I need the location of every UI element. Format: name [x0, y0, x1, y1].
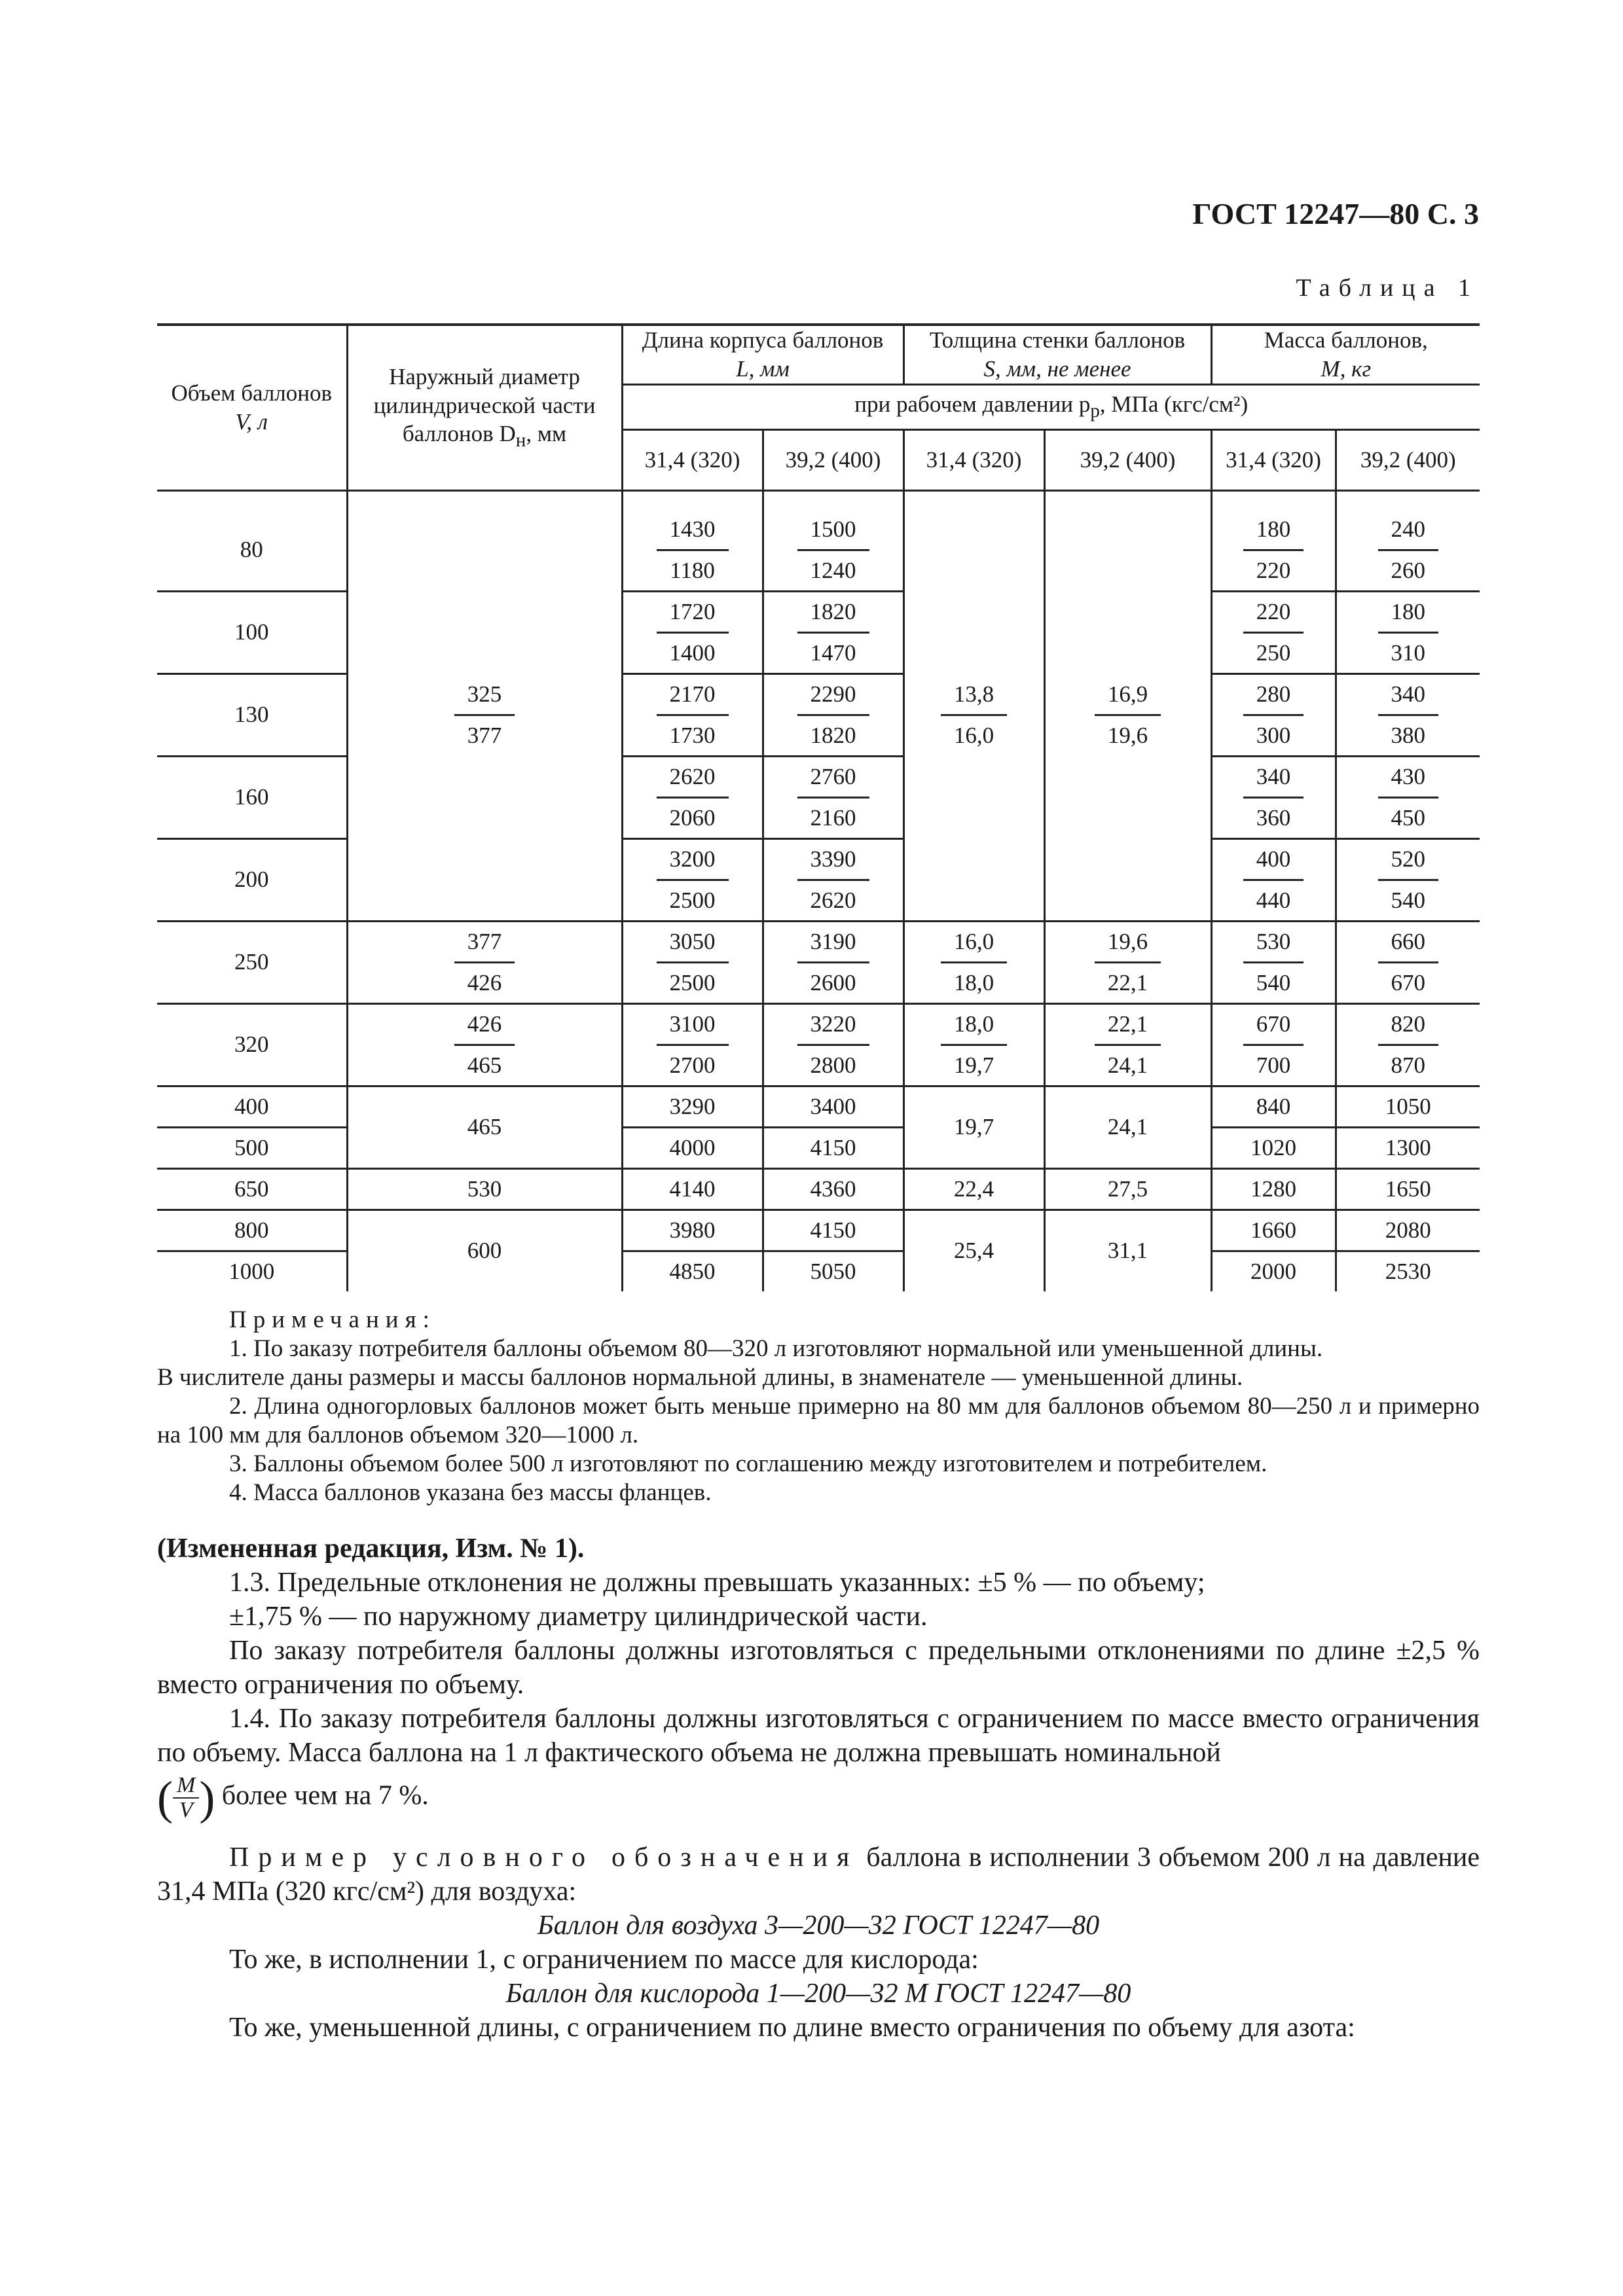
mass-cell: 2080	[1336, 1210, 1480, 1251]
thickness-cell: 24,1	[1044, 1086, 1211, 1168]
pressure-col-2: 39,2 (400)	[763, 429, 903, 490]
length-cell: $\frac{1820}{1470}$	[763, 591, 903, 673]
example-1: Баллон для воздуха 3—200—32 ГОСТ 12247—80	[537, 1910, 1100, 1941]
notes-title: Примечания:	[229, 1306, 436, 1333]
length-cell: $\frac{3390}{2620}$	[763, 838, 903, 921]
volume-cell: 800	[157, 1210, 347, 1251]
length-cell: 3980	[622, 1210, 763, 1251]
col-mass-header: Масса баллонов, M, кг	[1211, 325, 1480, 384]
table-row	[157, 1086, 1480, 1127]
length-cell: $\frac{3100}{2700}$	[622, 1003, 763, 1086]
mass-cell: 840	[1211, 1086, 1336, 1127]
length-cell: $\frac{2170}{1730}$	[622, 673, 763, 756]
length-cell: 4140	[622, 1168, 763, 1210]
mass-cell: $\frac{400}{440}$	[1211, 838, 1336, 921]
table-caption: Таблица 1	[1296, 274, 1479, 302]
para-1-3a: 1.3. Предельные отклонения не должны превышать указанных: ±5 % — по объему;	[229, 1568, 1205, 1598]
example-intro: Пример условного обозначения баллона в исполнении 3 объемом 200 л на давление 31,4 МПа (320 кгс/см²) для воздуха:	[157, 1842, 1480, 1907]
mass-cell: 1020	[1211, 1127, 1336, 1168]
pressure-col-3: 31,4 (320)	[903, 429, 1044, 490]
col-volume-header: Объем баллонов V, л	[157, 325, 347, 490]
note-2: 2. Длина одногорловых баллонов может быть меньше примерно на 80 мм для баллонов объемом 80—250 л и примерно на 100 мм для баллонов объемом 320—1000 л.	[157, 1393, 1480, 1448]
diameter-cell: $\frac{426}{465}$	[347, 1003, 622, 1086]
same-2: То же, уменьшенной длины, с ограничением по длине вместо ограничения по объему для азота:	[229, 2013, 1355, 2043]
thickness-cell: $\frac{16,0}{18,0}$	[903, 921, 1044, 1003]
mass-cell: $\frac{220}{250}$	[1211, 591, 1336, 673]
length-cell: $\frac{1720}{1400}$	[622, 591, 763, 673]
mass-cell: $\frac{180}{220}$	[1211, 510, 1336, 592]
pressure-header: при рабочем давлении $p_р$, МПа (кгс/см²)	[622, 384, 1480, 429]
diameter-cell: $\frac{325}{377}$	[347, 510, 622, 922]
length-cell: $\frac{2290}{1820}$	[763, 673, 903, 756]
length-cell: 3290	[622, 1086, 763, 1127]
table-row	[157, 921, 1480, 1003]
diameter-cell: 530	[347, 1168, 622, 1210]
length-cell: 3400	[763, 1086, 903, 1127]
table-row	[157, 1210, 1480, 1251]
mass-cell: $\frac{530}{540}$	[1211, 921, 1336, 1003]
para-1-3c: По заказу потребителя баллоны должны изготовляться с предельными отклонениями по длине ±2,5 % вместо ограничения по объему.	[157, 1636, 1480, 1700]
table-row	[157, 1003, 1480, 1086]
length-cell: 5050	[763, 1251, 903, 1291]
mass-cell: $\frac{430}{450}$	[1336, 756, 1480, 838]
thickness-cell: $\frac{13,8}{16,0}$	[903, 510, 1044, 922]
mass-cell: $\frac{520}{540}$	[1336, 838, 1480, 921]
thickness-cell: $\frac{22,1}{24,1}$	[1044, 1003, 1211, 1086]
diameter-cell: 600	[347, 1210, 622, 1291]
length-cell: 4850	[622, 1251, 763, 1291]
length-cell: 4000	[622, 1127, 763, 1168]
volume-cell: 250	[157, 921, 347, 1003]
volume-cell: 80	[157, 510, 347, 592]
col-thickness-header: Толщина стенки баллонов S, мм, не менее	[903, 325, 1211, 384]
length-cell: $\frac{3050}{2500}$	[622, 921, 763, 1003]
example-2: Баллон для кислорода 1—200—32 М ГОСТ 12247—80	[505, 1979, 1131, 2009]
length-cell: 4360	[763, 1168, 903, 1210]
thickness-cell: 27,5	[1044, 1168, 1211, 1210]
volume-cell: 320	[157, 1003, 347, 1086]
mass-cell: $\frac{670}{700}$	[1211, 1003, 1336, 1086]
volume-cell: 500	[157, 1127, 347, 1168]
body-text	[157, 1532, 1480, 2045]
mass-cell: $\frac{180}{310}$	[1336, 591, 1480, 673]
length-cell: 4150	[763, 1127, 903, 1168]
page-header: ГОСТ 12247—80 С. 3	[1192, 197, 1479, 230]
length-cell: $\frac{1430}{1180}$	[622, 510, 763, 592]
mass-cell: 1300	[1336, 1127, 1480, 1168]
diameter-cell: 465	[347, 1086, 622, 1168]
pressure-col-1: 31,4 (320)	[622, 429, 763, 490]
mass-cell: $\frac{660}{670}$	[1336, 921, 1480, 1003]
thickness-cell: $\frac{18,0}{19,7}$	[903, 1003, 1044, 1086]
mass-cell: 1660	[1211, 1210, 1336, 1251]
thickness-cell: 25,4	[903, 1210, 1044, 1291]
pressure-col-5: 31,4 (320)	[1211, 429, 1336, 490]
mass-cell: 1650	[1336, 1168, 1480, 1210]
mass-cell: $\frac{820}{870}$	[1336, 1003, 1480, 1086]
volume-cell: 200	[157, 838, 347, 921]
col-diameter-header: Наружный диаметр цилиндрической части баллонов $D_н$, мм	[347, 325, 622, 490]
table-notes	[157, 1306, 1480, 1507]
note-4: 4. Масса баллонов указана без массы фланцев.	[229, 1479, 712, 1506]
volume-cell: 1000	[157, 1251, 347, 1291]
length-cell: $\frac{3220}{2800}$	[763, 1003, 903, 1086]
thickness-cell: $\frac{19,6}{22,1}$	[1044, 921, 1211, 1003]
thickness-cell: 19,7	[903, 1086, 1044, 1168]
table-row	[157, 1168, 1480, 1210]
para-1-4: 1.4. По заказу потребителя баллоны должны изготовляться с ограничением по массе вместо ограничения по объему. Масса баллона на 1 л фактического объема не должна превышать номинальной	[157, 1704, 1480, 1768]
diameter-cell: $\frac{377}{426}$	[347, 921, 622, 1003]
length-cell: $\frac{3200}{2500}$	[622, 838, 763, 921]
same-1: То же, в исполнении 1, с ограничением по массе для кислорода:	[229, 1945, 979, 1975]
mass-cell: 2000	[1211, 1251, 1336, 1291]
mass-cell: $\frac{240}{260}$	[1336, 510, 1480, 592]
cylinder-table	[157, 323, 1480, 1291]
mass-cell: 1050	[1336, 1086, 1480, 1127]
volume-cell: 400	[157, 1086, 347, 1127]
length-cell: $\frac{1500}{1240}$	[763, 510, 903, 592]
note-1a: 1. По заказу потребителя баллоны объемом 80—320 л изготовляют нормальной или уменьшенной длины.	[229, 1335, 1323, 1362]
mass-cell: $\frac{280}{300}$	[1211, 673, 1336, 756]
volume-cell: 650	[157, 1168, 347, 1210]
thickness-cell: $\frac{16,9}{19,6}$	[1044, 510, 1211, 922]
mass-cell: $\frac{340}{380}$	[1336, 673, 1480, 756]
para-1-3b: ±1,75 % — по наружному диаметру цилиндрической части.	[229, 1602, 928, 1632]
length-cell: 4150	[763, 1210, 903, 1251]
thickness-cell: 22,4	[903, 1168, 1044, 1210]
volume-cell: 130	[157, 673, 347, 756]
note-1b: В числителе даны размеры и массы баллонов нормальной длины, в знаменателе — уменьшенной длины.	[157, 1364, 1243, 1391]
table-row	[157, 510, 1480, 592]
volume-cell: 160	[157, 756, 347, 838]
pressure-col-4: 39,2 (400)	[1044, 429, 1211, 490]
length-cell: $\frac{2620}{2060}$	[622, 756, 763, 838]
length-cell: $\frac{2760}{2160}$	[763, 756, 903, 838]
mass-cell: $\frac{340}{360}$	[1211, 756, 1336, 838]
mass-per-volume-fraction: $\frac{M}{V}$	[173, 1774, 199, 1822]
mass-cell: 1280	[1211, 1168, 1336, 1210]
thickness-cell: 31,1	[1044, 1210, 1211, 1291]
para-1-4-formula: ( $\frac{M}{V}$ ) более чем на 7 %.	[157, 1772, 429, 1824]
col-length-header: Длина корпуса баллонов L, мм	[622, 325, 903, 384]
pressure-col-6: 39,2 (400)	[1336, 429, 1480, 490]
changed-edition: (Измененная редакция, Изм. № 1).	[157, 1534, 585, 1564]
note-3: 3. Баллоны объемом более 500 л изготовляют по соглашению между изготовителем и потребителем.	[229, 1450, 1267, 1477]
volume-cell: 100	[157, 591, 347, 673]
mass-cell: 2530	[1336, 1251, 1480, 1291]
length-cell: $\frac{3190}{2600}$	[763, 921, 903, 1003]
